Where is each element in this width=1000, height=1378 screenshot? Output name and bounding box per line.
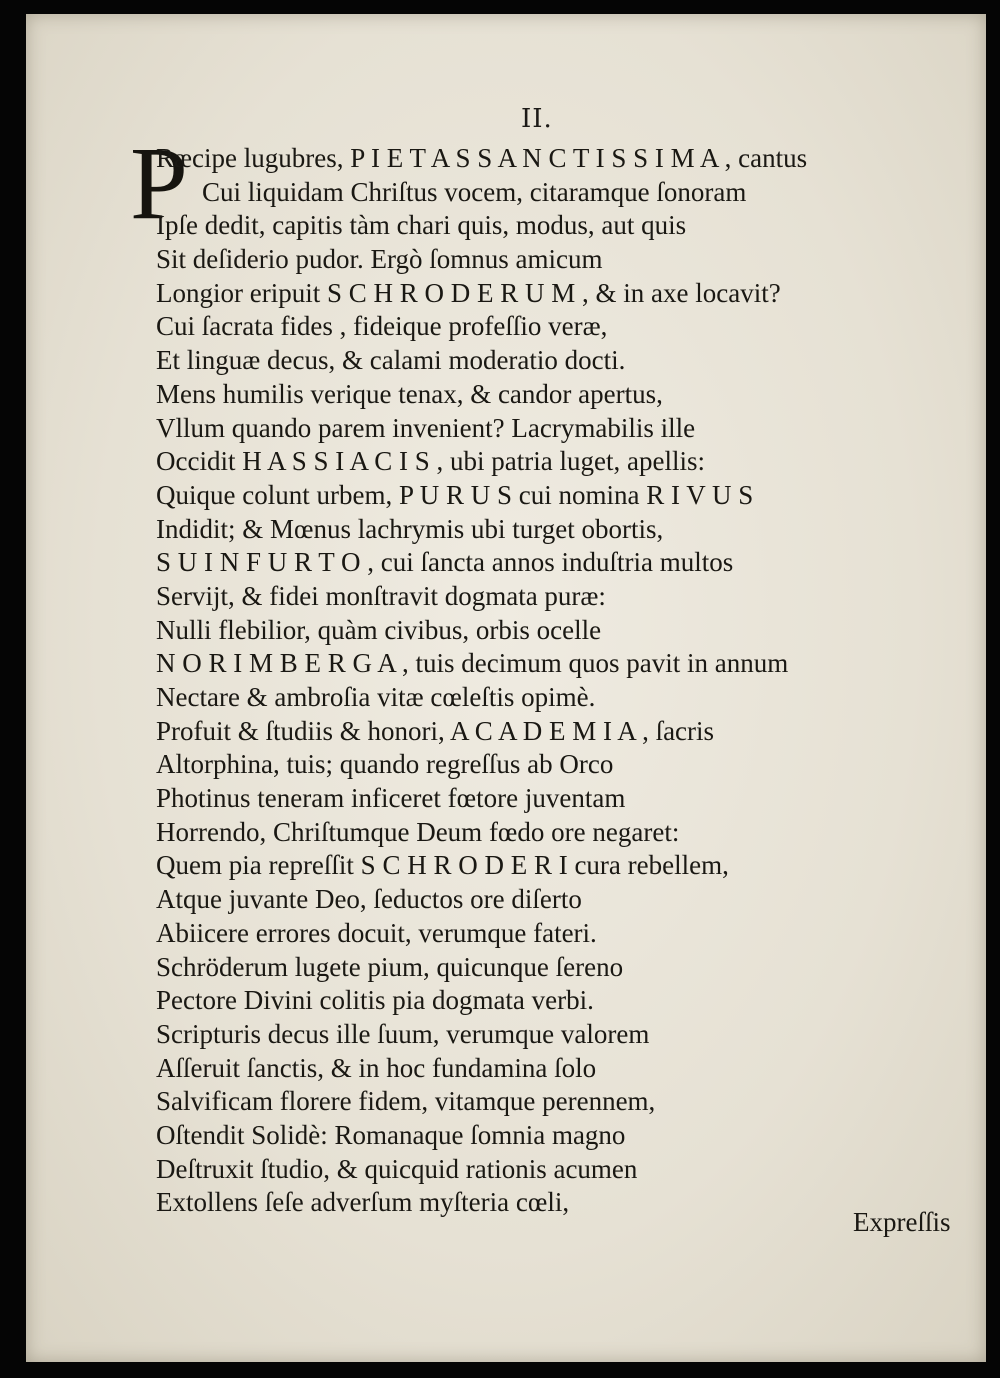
verse-line: Extollens ſeſe adverſum myſteria cœli, [156,1187,570,1218]
verse-line: Nectare & ambroſia vitæ cœleſtis opimè. [156,682,596,712]
verse-line: Atque juvante Deo, ſeductos ore diſerto [156,884,582,915]
verse-line: Aſſeruit ſanctis, & in hoc fundamina ſolo [156,1052,597,1083]
verse-line: Horrendo, Chriſtumque Deum fœdo ore negaret: [156,816,680,847]
verse-line: Et linguæ decus, & calami moderatio docti. [156,345,626,376]
verse-line: Deſtruxit ſtudio, & quicquid rationis acumen [156,1153,638,1184]
verse-line: S U I N F U R T O , cui ſancta annos induſtria multos [156,547,734,578]
verse-line: Occidit H A S S I A C I S , ubi patria luget, apellis: [156,446,705,477]
verse-line: Scripturis decus ille ſuum, verumque valorem [156,1018,650,1049]
verse-line: Servijt, & fidei monſtravit dogmata puræ: [156,580,606,611]
verse-line: Nulli flebilior, quàm civibus, orbis ocelle [156,614,602,645]
page-number: II. [521,104,553,134]
verse-line: Oſtendit Solidè: Romanaque ſomnia magno [156,1119,626,1150]
drop-capital: P [130,126,188,241]
verse-line: Salvificam florere fidem, vitamque perennem, [156,1086,656,1117]
verse-line: Longior eripuit S C H R O D E R U M , & in axe locavit? [156,277,781,308]
verse-line: Cui ſacrata fides , fideique profeſſio veræ, [156,311,608,342]
verse-line: Indidit; & Mœnus lachrymis ubi turget obortis, [156,513,664,544]
verse-line: Quem pia repreſſit S C H R O D E R I cura rebellem, [156,850,729,881]
verse-line: Cui liquidam Chriſtus vocem, citaramque ſonoram [202,176,747,207]
paper-page [26,14,986,1362]
verse-line: Ipſe dedit, capitis tàm chari quis, modus, aut quis [156,210,687,241]
verse-line: Profuit & ſtudiis & honori, A C A D E M I A , ſacris [156,715,715,746]
verse-line: Vllum quando parem invenient? Lacrymabilis ille [156,412,696,443]
verse-line: Altorphina, tuis; quando regreſſus ab Orco [156,749,614,780]
verse-line: Mens humilis verique tenax, & candor apertus, [156,378,663,409]
verse-line: Pectore Divini colitis pia dogmata verbi. [156,985,594,1016]
verse-line: Sit deſiderio pudor. Ergò ſomnus amicum [156,244,603,275]
verse-line: N O R I M B E R G A , tuis decimum quos pavit in annum [156,648,789,679]
verse-line: Quique colunt urbem, P U R U S cui nomina R I V U S [156,479,754,510]
catchword: Expreſſis [853,1207,951,1237]
verse-line: Photinus teneram inficeret fœtore juventam [156,783,626,814]
verse-line: Schröderum lugete pium, quicunque ſereno [156,951,624,982]
verse-line: Ræcipe lugubres, P I E T A S S A N C T I S S I M A , cantus [156,143,808,173]
verse-line: Abiicere errores docuit, verumque fateri. [156,917,597,948]
poem-text [156,142,856,1220]
